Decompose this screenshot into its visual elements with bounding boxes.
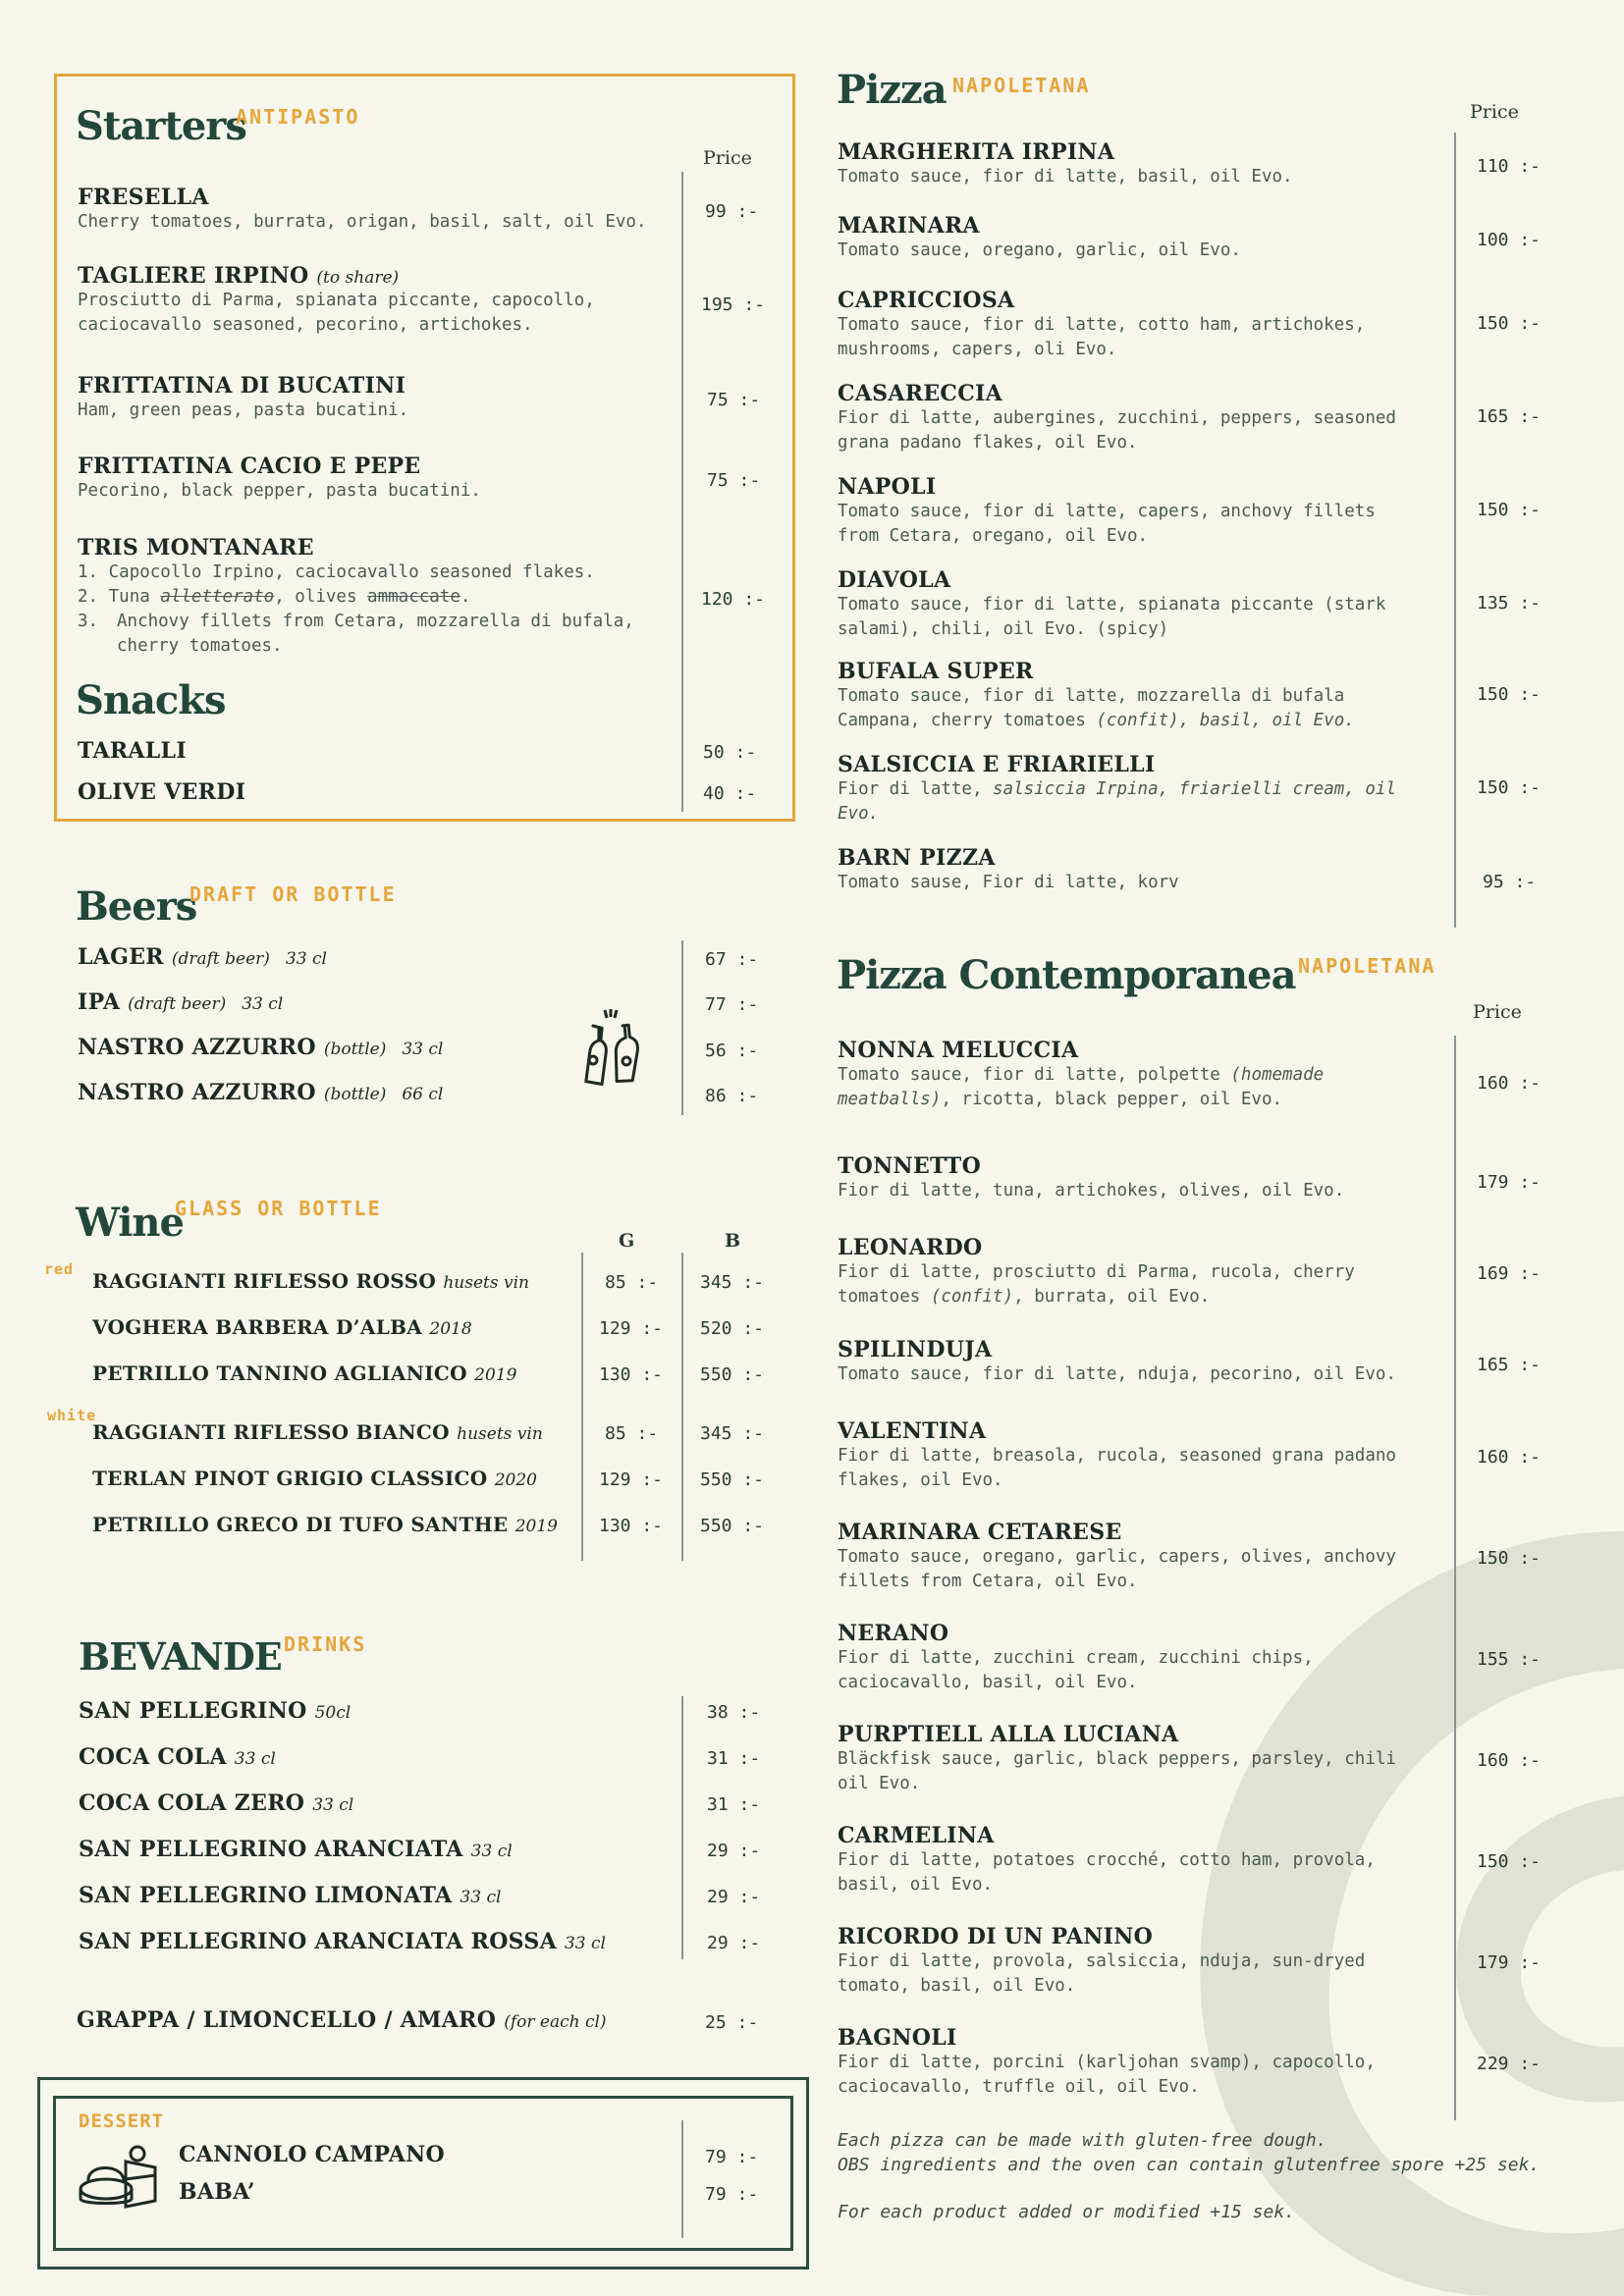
item-name: NERANO [838,1621,949,1646]
item-desc: Fior di latte, prosciutto di Parma, rucola, cherry tomatoes [838,1262,1355,1307]
item-name: CANNOLO CAMPANO [179,2142,445,2167]
item-desc: Tomato sauce, oregano, garlic, capers, olives, anchovy fillets from Cetara, oil Evo. [838,1547,1396,1591]
item-price: 77 :- [705,994,759,1015]
wine-price-glass: 130 :- [599,1364,664,1385]
item-desc: Tomato sause, Fior di latte, korv [838,873,1179,892]
list-number: 3. [78,612,99,631]
item-name: NASTRO AZZURRO [78,1035,316,1060]
drink-item [79,1790,353,1816]
wine-item [92,1513,558,1536]
item-price: 95 :- [1483,872,1537,892]
item-name: TRIS MONTANARE [78,535,314,561]
beer-bottles-icon [569,1006,654,1095]
pizza-item [838,1823,1397,1897]
item-name: COCA COLA [79,1744,227,1770]
bevande-subtitle: DRINKS [284,1632,367,1656]
wine-item [92,1420,543,1444]
item-price: 160 :- [1477,1073,1542,1094]
list-number: 1. [78,562,99,582]
item-price: 150 :- [1477,777,1542,798]
item-name: CARMELINA [838,1823,995,1848]
item-price: 79 :- [705,2184,759,2205]
item-price: 29 :- [707,1841,761,1861]
item-price: 150 :- [1477,1548,1542,1569]
item-desc: Fior di latte, zucchini cream, zucchini chips, caciocavallo, basil, oil Evo. [838,1648,1314,1692]
item-note: (to share) [316,268,400,288]
pizza-item [838,1418,1427,1493]
item-desc: , burrata, oil Evo. [1013,1287,1211,1307]
wine-price-glass: 130 :- [599,1516,664,1536]
wine-subtitle: GLASS OR BOTTLE [175,1197,382,1220]
pizza-contemporanea-subtitle: NAPOLETANA [1298,954,1436,978]
item-size: 66 cl [402,1085,444,1104]
bevande-divider [681,1696,683,1959]
wine-price-glass: 85 :- [605,1272,659,1293]
item-name: CASARECCIA [838,381,1002,406]
drink-item [79,1837,513,1862]
item-price: 169 :- [1477,1263,1542,1284]
item-desc: Fior di latte, aubergines, zucchini, peppers, seasoned grana padano flakes, oil Evo. [838,408,1396,453]
item-note: (for each cl) [504,2012,607,2032]
pizza-item [838,1235,1387,1309]
drink-item [79,1929,606,1954]
item-desc: Fior di latte, tuna, artichokes, olives, oil Evo. [838,1181,1345,1201]
item-name: OLIVE VERDI [78,779,246,805]
item-note: husets vin [443,1273,529,1293]
beer-item [78,1080,443,1105]
pizza-item [838,752,1417,827]
item-size: 33 cl [242,994,284,1014]
drink-item [79,1883,501,1908]
item-note: 50cl [314,1703,352,1723]
item-desc: , ricotta, black pepper, oil Evo. [941,1090,1283,1109]
item-price: 135 :- [1477,593,1542,614]
starters-divider [681,172,683,812]
item-note: 33 cl [234,1749,276,1769]
beer-item [78,944,327,970]
pizza-item [838,288,1417,362]
item-note: 33 cl [460,1888,502,1907]
menu-item [78,454,481,504]
menu-item [78,535,667,659]
item-desc: Cherry tomatoes, burrata, origan, basil, salt, oil Evo. [78,212,647,232]
wine-divider-b [681,1253,683,1561]
drink-item [79,1698,351,1724]
item-desc: Fior di latte, potatoes crocché, cotto ham, provola, basil, oil Evo. [838,1850,1376,1895]
menu-item [78,263,667,338]
item-price: 31 :- [707,1748,761,1769]
wine-price-bottle: 550 :- [700,1469,765,1490]
pizza-item [838,1337,1427,1387]
wine-col-g: G [619,1230,635,1252]
wine-price-bottle: 520 :- [700,1318,765,1339]
item-desc: Pecorino, black pepper, pasta bucatini. [78,481,481,501]
item-price: 160 :- [1477,1447,1542,1468]
item-note: 33 cl [470,1842,513,1861]
item-price: 38 :- [707,1702,761,1723]
modification-note: For each product added or modified +15 sek. [838,2202,1295,2222]
item-name: SAN PELLEGRINO [79,1698,307,1724]
wine-price-bottle: 550 :- [700,1516,765,1536]
item-name: FRITTATINA DI BUCATINI [78,373,406,399]
item-name: IPA [78,989,121,1015]
starters-subtitle: ANTIPASTO [236,105,360,129]
item-name: VALENTINA [838,1418,987,1444]
tris-line: . [460,587,471,607]
item-desc: Tomato sauce, fior di latte, spianata piccante (stark salami), chili, oil Evo. (spicy) [838,595,1386,639]
pizza-item [838,845,1417,895]
item-name: DIAVOLA [838,567,951,593]
bevande-title: BEVANDE [79,1634,282,1679]
struck-word: alletterato [160,587,275,607]
wine-price-bottle: 550 :- [700,1364,765,1385]
pizza-contemporanea-price-header: Price [1473,1001,1522,1023]
item-name: RICORDO DI UN PANINO [838,1924,1154,1949]
pizza-title: Pizza [837,67,947,113]
item-desc-italic: (homemade meatballs) [838,1065,1325,1109]
wine-price-bottle: 345 :- [700,1423,765,1444]
item-name: PETRILLO TANNINO AGLIANICO [92,1362,467,1385]
pizza-item [838,1520,1427,1594]
item-price: 86 :- [705,1086,759,1106]
item-name: SAN PELLEGRINO ARANCIATA ROSSA [79,1929,557,1954]
item-price: 75 :- [707,470,761,491]
item-desc-italic: salsiccia Irpina, friarielli cream, oil Evo. [838,779,1396,824]
item-price: 150 :- [1477,500,1542,520]
tris-line: , olives [274,587,368,607]
item-price: 179 :- [1477,1172,1542,1193]
item-name: VOGHERA BARBERA D’ALBA [92,1315,423,1339]
item-desc: Tomato sauce, fior di latte, capers, anchovy fillets from Cetara, oregano, oil Evo. [838,502,1376,546]
wine-white-label: white [47,1407,97,1424]
item-note: (bottle) [323,1040,387,1059]
item-price: 165 :- [1477,406,1542,427]
item-name: TARALLI [78,738,187,764]
obs-note: OBS ingredients and the oven can contain glutenfree spore +25 sek. [838,2155,1541,2175]
snacks-title: Snacks [76,677,226,723]
item-price: 99 :- [705,201,759,222]
wine-price-glass: 129 :- [599,1318,664,1339]
item-name: FRESELLA [78,185,209,210]
starters-price-header: Price [703,147,752,169]
item-size: 33 cl [285,949,327,969]
item-price: 179 :- [1477,1952,1542,1973]
pizza-item [838,139,1427,189]
item-name: GRAPPA / LIMONCELLO / AMARO [77,2007,497,2033]
wine-item [92,1315,472,1339]
item-name: SAN PELLEGRINO LIMONATA [79,1883,453,1908]
pizza-item [838,2025,1417,2100]
beers-subtitle: DRAFT OR BOTTLE [189,882,397,906]
item-name: MARINARA CETARESE [838,1520,1122,1545]
item-name: RAGGIANTI RIFLESSO ROSSO [92,1269,437,1293]
item-note: 33 cl [312,1795,354,1815]
beers-title: Beers [76,883,197,930]
pizza-item [838,213,1427,263]
pizza-item [838,1722,1427,1796]
item-desc: Ham, green peas, pasta bucatini. [78,400,409,420]
item-desc: Bläckfisk sauce, garlic, black peppers, parsley, chili oil Evo. [838,1749,1396,1793]
item-name: TAGLIERE IRPINO [78,263,309,289]
wine-price-bottle: 345 :- [700,1272,765,1293]
pizza-contemporanea-title: Pizza Contemporanea [837,952,1296,998]
dessert-divider [681,2120,683,2238]
item-name: RAGGIANTI RIFLESSO BIANCO [92,1420,450,1444]
pizza-item [838,1153,1427,1203]
item-name: LEONARDO [838,1235,983,1260]
item-price: 160 :- [1477,1750,1542,1771]
item-name: CAPRICCIOSA [838,288,1015,313]
beer-item [78,989,283,1015]
item-name: NONNA MELUCCIA [838,1038,1079,1063]
wine-col-b: B [725,1230,741,1252]
menu-item [78,185,646,235]
wine-item [92,1269,529,1293]
item-desc: Prosciutto di Parma, spianata piccante, capocollo, caciocavallo seasoned, pecorino, artichokes. [78,291,595,335]
item-name: SALSICCIA E FRIARIELLI [838,752,1156,777]
pizza-contemporanea-divider [1454,1036,1456,2120]
drink-item [77,2007,607,2033]
item-price: 150 :- [1477,313,1542,334]
beers-divider [681,940,683,1115]
item-price: 56 :- [705,1041,759,1061]
item-name: TONNETTO [838,1153,982,1179]
pizza-item [838,381,1427,455]
pizza-item [838,1924,1397,1999]
item-note: 2018 [429,1319,472,1339]
menu-item [78,373,408,423]
gluten-free-note: Each pizza can be made with gluten-free dough. [838,2130,1327,2151]
item-desc: Tomato sauce, fior di latte, nduja, pecorino, oil Evo. [838,1364,1396,1384]
pizza-subtitle: NAPOLETANA [952,74,1091,97]
item-price: 110 :- [1477,156,1542,177]
item-price: 150 :- [1477,1851,1542,1872]
item-note: 2019 [514,1517,558,1536]
item-desc: Tomato sauce, fior di latte, mozzarella di bufala Campana, cherry tomatoes [838,686,1345,730]
item-name: BUFALA SUPER [838,659,1034,684]
item-price: 75 :- [707,390,761,410]
wine-price-glass: 85 :- [605,1423,659,1444]
item-price: 67 :- [705,949,759,970]
item-price: 100 :- [1477,230,1542,250]
pizza-item [838,1621,1368,1695]
pizza-item [838,1038,1387,1112]
pizza-divider [1454,133,1456,928]
item-price: 31 :- [707,1794,761,1815]
item-note: (bottle) [323,1085,387,1104]
item-name: NAPOLI [838,474,937,500]
list-number: 2. [78,587,99,607]
wine-price-glass: 129 :- [599,1469,664,1490]
item-price: 25 :- [705,2012,759,2033]
item-name: MARINARA [838,213,980,239]
item-size: 33 cl [402,1040,444,1059]
item-price: 50 :- [703,742,757,763]
item-name: LAGER [78,944,164,970]
wine-red-label: red [44,1260,75,1278]
item-price: 40 :- [703,783,757,804]
item-name: NASTRO AZZURRO [78,1080,316,1105]
item-name: FRITTATINA CACIO E PEPE [78,454,421,479]
pizza-price-header: Price [1470,101,1519,123]
item-note: 33 cl [564,1934,606,1953]
item-desc-italic: (confit), basil, oil Evo. [1096,711,1355,730]
item-desc: Tomato sauce, fior di latte, cotto ham, artichokes, mushrooms, capers, oli Evo. [838,315,1366,359]
drink-item [79,1744,276,1770]
item-desc: Tomato sauce, oregano, garlic, oil Evo. [838,240,1241,260]
pizza-item [838,567,1417,642]
item-name: SAN PELLEGRINO ARANCIATA [79,1837,463,1862]
item-price: 229 :- [1477,2054,1542,2074]
item-desc: Fior di latte, breasola, rucola, seasoned grana padano flakes, oil Evo. [838,1446,1396,1490]
item-name: PURPTIELL ALLA LUCIANA [838,1722,1179,1747]
beer-item [78,1035,443,1060]
item-price: 79 :- [705,2147,759,2167]
tris-line: Capocollo Irpino, caciocavallo seasoned flakes. [108,562,595,582]
item-name: BAGNOLI [838,2025,957,2051]
cake-icon [77,2140,161,2213]
wine-item [92,1467,537,1490]
item-note: (draft beer) [128,994,227,1014]
tris-line: Tuna [108,587,161,607]
item-note: 2019 [474,1365,517,1385]
starters-title: Starters [76,103,246,149]
item-name: MARGHERITA IRPINA [838,139,1115,165]
item-price: 150 :- [1477,684,1542,705]
item-desc: Fior di latte, provola, salsiccia, nduja, sun-dryed tomato, basil, oil Evo. [838,1951,1366,1996]
wine-item [92,1362,516,1385]
item-name: COCA COLA ZERO [79,1790,305,1816]
wine-title: Wine [76,1200,184,1246]
item-desc: Tomato sauce, fior di latte, polpette [838,1065,1231,1085]
item-name: TERLAN PINOT GRIGIO CLASSICO [92,1467,488,1490]
item-name: BABA’ [179,2179,255,2205]
item-desc-italic: (confit) [930,1287,1014,1307]
item-note: 2020 [494,1470,537,1490]
pizza-item [838,659,1417,733]
item-name: BARN PIZZA [838,845,996,871]
item-price: 195 :- [701,294,766,315]
item-note: husets vin [457,1424,543,1444]
struck-word: ammaccate [367,587,460,607]
item-price: 165 :- [1477,1355,1542,1375]
item-price: 29 :- [707,1933,761,1953]
item-price: 120 :- [701,589,766,610]
tris-line: Anchovy fillets from Cetara, mozzarella di bufala, cherry tomatoes. [117,612,634,656]
dessert-title: DESSERT [79,2110,165,2132]
item-note: (draft beer) [171,949,270,969]
item-desc: Fior di latte, porcini (karljohan svamp), capocollo, caciocavallo, truffle oil, oil Evo. [838,2053,1376,2097]
item-price: 155 :- [1477,1649,1542,1670]
wine-divider-g [581,1253,583,1561]
item-price: 29 :- [707,1887,761,1907]
item-desc: Tomato sauce, fior di latte, basil, oil Evo. [838,167,1293,187]
item-desc: Fior di latte, [838,779,994,799]
item-name: PETRILLO GRECO DI TUFO SANTHE [92,1513,509,1536]
pizza-item [838,474,1417,549]
item-name: SPILINDUJA [838,1337,993,1362]
